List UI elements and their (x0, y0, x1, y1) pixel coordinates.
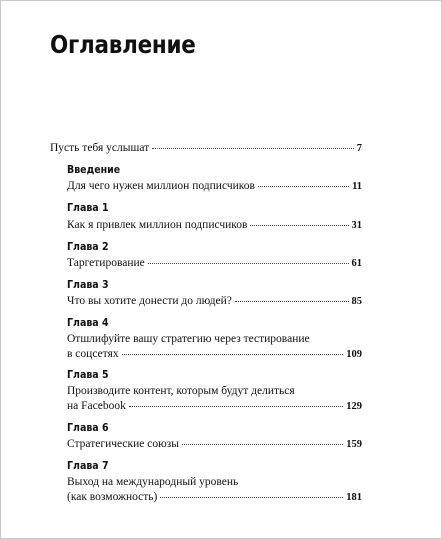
entry-title: на Facebook (67, 400, 126, 412)
section-label-chapter-1: Глава 1 (67, 202, 109, 214)
page-number: 109 (346, 349, 362, 360)
section-label-chapter-5: Глава 5 (67, 369, 109, 381)
page-number: 7 (356, 143, 362, 154)
section-label-chapter-2: Глава 2 (67, 241, 109, 253)
dot-leader (160, 497, 343, 498)
entry-title: Как я привлек миллион подписчиков (67, 219, 248, 231)
toc-entry-prologue[interactable] (50, 141, 362, 156)
toc-entry-chapter-2[interactable] (67, 256, 362, 271)
entry-title-line[interactable]: Производите контент, которым будут делиться (67, 385, 295, 397)
dot-leader (129, 406, 343, 407)
section-label-chapter-4: Глава 4 (67, 317, 109, 329)
section-label-chapter-3: Глава 3 (67, 279, 109, 291)
page-number: 159 (346, 439, 362, 450)
dot-leader (122, 354, 344, 355)
entry-title: Что вы хотите донести до людей? (67, 295, 232, 307)
toc-entry-chapter-4[interactable] (67, 347, 362, 362)
dot-leader (152, 148, 354, 149)
dot-leader (235, 301, 349, 302)
entry-title: Таргетирование (67, 257, 145, 269)
section-label-intro: Введение (67, 164, 121, 176)
toc-entry-chapter-3[interactable] (67, 294, 362, 309)
page-number: 61 (351, 258, 362, 269)
page-number: 11 (352, 181, 362, 192)
entry-title: Стратегические союзы (67, 438, 179, 450)
entry-title: Пусть тебя услышат (50, 142, 150, 154)
page-number: 129 (346, 401, 362, 412)
page-title: Оглавление (50, 30, 196, 59)
dot-leader (182, 444, 343, 445)
toc-entry-chapter-6[interactable] (67, 437, 362, 452)
dot-leader (258, 186, 349, 187)
dot-leader (148, 263, 349, 264)
entry-title: (как возможность) (67, 491, 158, 503)
toc-entry-chapter-7[interactable] (67, 490, 362, 505)
toc-entry-chapter-1[interactable] (67, 218, 362, 233)
page-number: 31 (351, 220, 362, 231)
entry-title: Для чего нужен миллион подписчиков (67, 180, 255, 192)
page-number: 181 (346, 492, 362, 503)
toc-entry-intro[interactable] (67, 179, 362, 194)
entry-title-line[interactable]: Выход на международный уровень (67, 476, 239, 488)
dot-leader (250, 225, 348, 226)
section-label-chapter-7: Глава 7 (67, 460, 109, 472)
page-number: 85 (351, 296, 362, 307)
entry-title: в соцсетях (67, 348, 119, 360)
toc-entry-chapter-5[interactable] (67, 399, 362, 414)
section-label-chapter-6: Глава 6 (67, 422, 109, 434)
entry-title-line[interactable]: Отшлифуйте вашу стратегию через тестирование (67, 333, 310, 345)
